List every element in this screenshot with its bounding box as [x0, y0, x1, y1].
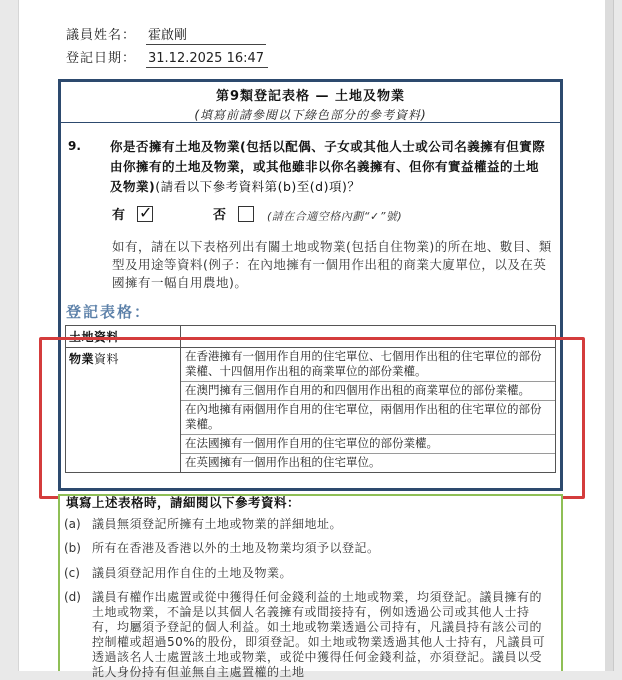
- reference-marker: (c): [64, 566, 80, 580]
- form-title: 第9類登記表格 — 土地及物業: [215, 89, 406, 104]
- page-edge: [605, 0, 613, 671]
- form-subtitle: (填寫前請參閱以下綠色部分的參考資料): [194, 108, 427, 122]
- property-value-cell: [181, 348, 556, 473]
- property-label-normal: 資料: [94, 352, 120, 366]
- registration-date-row: [66, 47, 268, 68]
- property-label-bold: 物業: [69, 352, 95, 366]
- reference-marker: (d): [64, 590, 81, 604]
- land-label-cell: [66, 326, 181, 348]
- table-row: [66, 326, 556, 348]
- reference-marker: (a): [64, 517, 81, 531]
- reference-heading: 填寫上述表格時，請細閱以下參考資料：: [66, 495, 301, 510]
- no-checkbox[interactable]: [238, 206, 254, 222]
- yes-checkbox[interactable]: [137, 203, 153, 222]
- reference-marker: (b): [64, 541, 81, 555]
- property-entry: 在內地擁有兩個用作自用的住宅單位，兩個用作出租的住宅單位的部份業權。: [181, 401, 555, 435]
- member-name-row: [66, 24, 266, 45]
- question-bold: 你是否擁有土地及物業(包括以配偶、子女或其他人士或公司名義擁有但實際由你擁有的土地及物業，或其他雖非以你名義擁有、但你有實益權益的土地及物業): [110, 139, 546, 194]
- form-header: [61, 85, 560, 123]
- property-entry: 在澳門擁有三個用作自用的和四個用作出租的商業單位的部份業權。: [181, 382, 555, 401]
- reference-item: [64, 517, 554, 532]
- property-entry: 在法國擁有一個用作自用的住宅單位的部份業權。: [181, 435, 555, 454]
- header-divider: [61, 122, 560, 123]
- reference-text: 所有在香港及香港以外的土地及物業均須予以登記。: [92, 541, 380, 555]
- register-table: [65, 325, 556, 473]
- registration-date-label: 登記日期：: [66, 51, 137, 66]
- question-text: [110, 137, 550, 197]
- check-mark-icon: ✓: [139, 203, 153, 222]
- member-name-label: 議員姓名：: [66, 28, 137, 43]
- reference-item: [64, 541, 554, 556]
- reference-item: [64, 566, 554, 581]
- registration-form: [58, 79, 563, 491]
- register-heading: 登記表格：: [66, 303, 152, 321]
- yes-label: 有: [112, 208, 126, 223]
- land-label: 土地資料: [69, 330, 120, 344]
- yes-option: [112, 204, 153, 223]
- instruction-text: 如有，請在以下表格列出有關土地或物業(包括自住物業)的所在地、數目、類型及用途等資料(例子：在內地擁有一個用作出租的商業大廈單位，以及在英國擁有一幅自用農地)。: [112, 239, 552, 290]
- tick-instruction: (請在合適空格內劃“✓”號): [267, 210, 403, 223]
- property-entry: 在香港擁有一個用作自用的住宅單位、七個用作出租的住宅單位的部份業權、十四個用作出租的商業單位的部份業權。: [181, 348, 555, 382]
- property-label-cell: [66, 348, 181, 473]
- reference-section: [58, 494, 563, 679]
- property-entry: 在英國擁有一個用作出租的住宅單位。: [185, 455, 381, 469]
- no-label: 否: [213, 208, 227, 223]
- land-value-cell: [181, 326, 556, 348]
- reference-text: 議員須登記用作自住的土地及物業。: [92, 566, 293, 580]
- no-option: [213, 204, 254, 223]
- reference-item: [64, 590, 554, 680]
- table-row: [66, 348, 556, 473]
- question-reference: (請看以下參考資料第(b)至(d)項)？: [155, 179, 361, 194]
- registration-date-value: 31.12.2025 16:47: [146, 51, 268, 68]
- reference-text: 議員有權作出處置或從中獲得任何金錢利益的土地或物業，均須登記。議員擁有的土地或物業，不論是以其個人名義擁有或間接持有，例如透過公司或其他人士持有，均屬須予登記的個人利益。如土地或物業透過公司持有，凡議員持有該公司的控制權或超過50%的股份，即須登記。如土地或物業透過其他人士持有，凡議員可透過該名人士處置該土地或物業，或從中獲得任何金錢利益，亦須登記。議員以受託人身份持有但並無自主處置權的土地: [92, 590, 546, 679]
- reference-text: 議員無須登記所擁有土地或物業的詳細地址。: [92, 517, 343, 531]
- question-number: 9.: [68, 139, 81, 153]
- member-name-value: 霍啟剛: [146, 24, 266, 45]
